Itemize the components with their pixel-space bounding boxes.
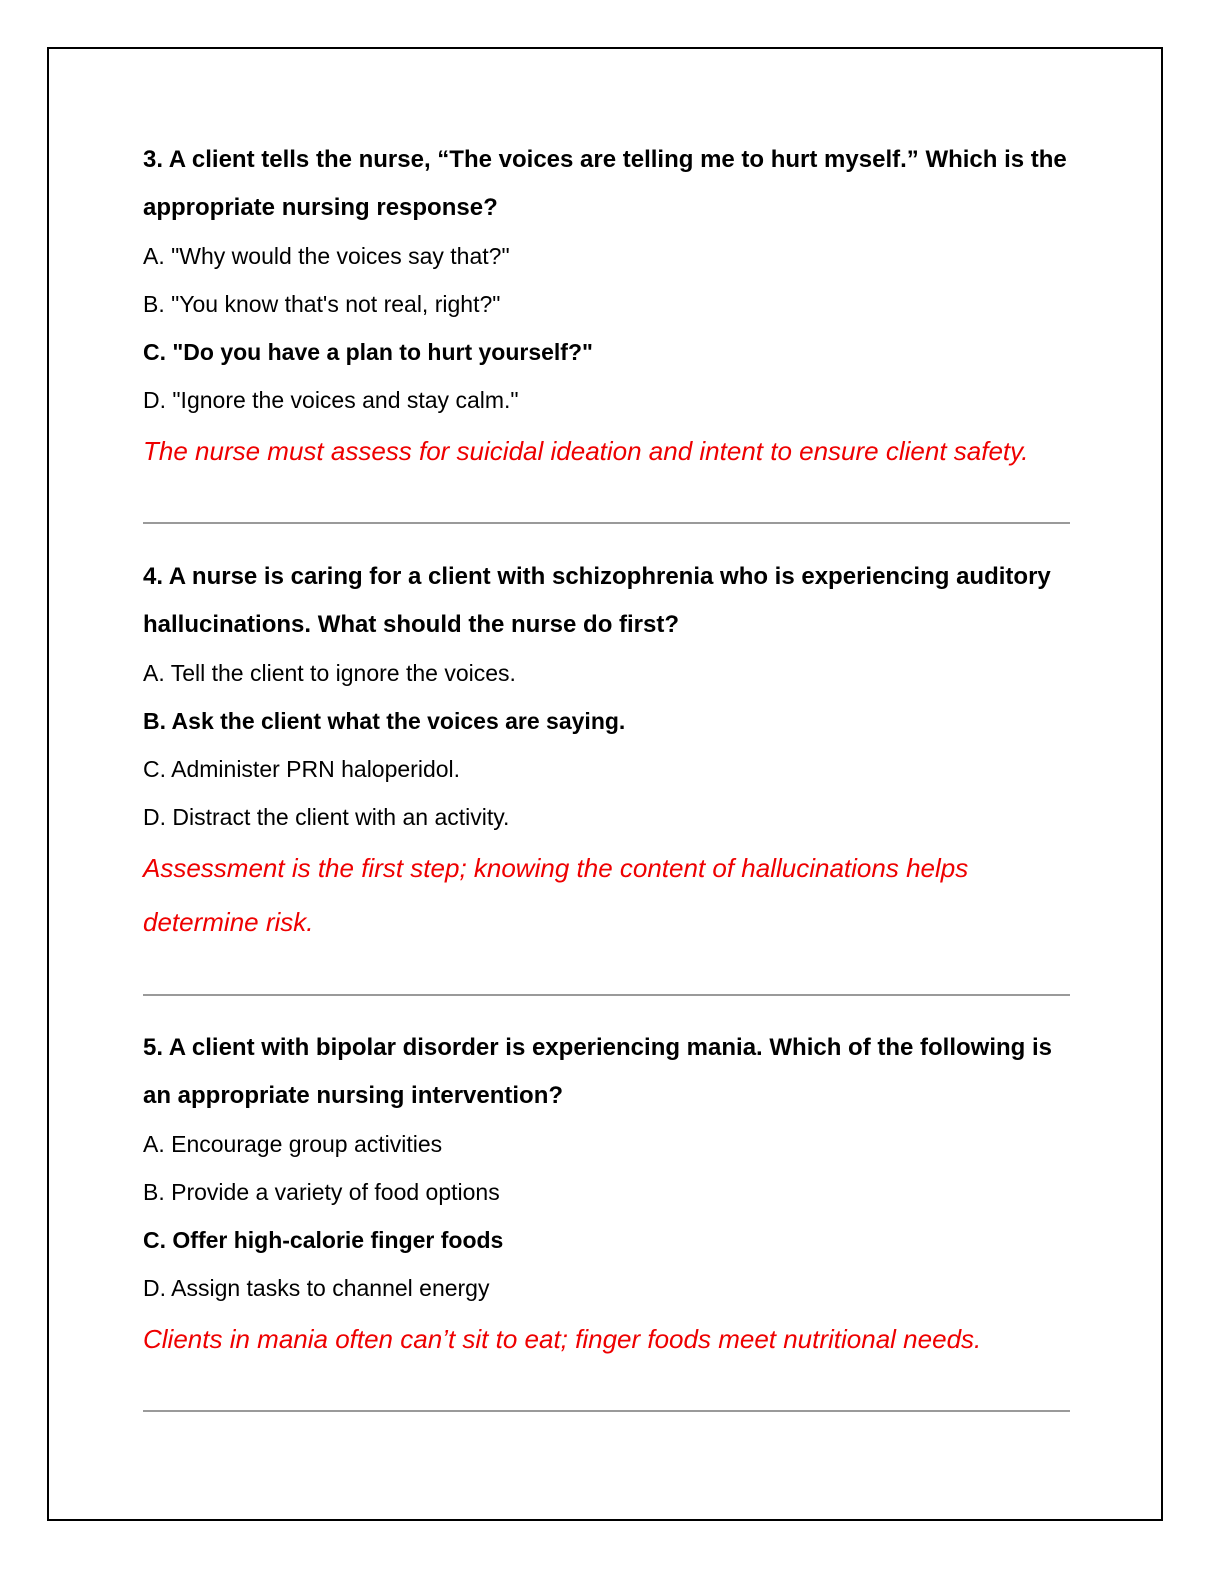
divider-1	[143, 522, 1070, 524]
question-3-option-c-correct: C. "Do you have a plan to hurt yourself?"	[143, 339, 593, 365]
question-4-option-c: C. Administer PRN haloperidol.	[143, 756, 461, 782]
question-5-option-a: A. Encourage group activities	[143, 1131, 443, 1157]
divider-2	[143, 994, 1070, 996]
question-5	[143, 1024, 1073, 1366]
question-4-stem: 4. A nurse is caring for a client with schizophrenia who is experiencing auditory hallucinations. What should the nurse do first?	[143, 563, 1051, 638]
divider-3	[143, 1410, 1070, 1412]
question-3	[143, 136, 1073, 478]
question-4-rationale: Assessment is the first step; knowing the content of hallucinations helps determine risk.	[143, 853, 969, 937]
question-5-option-d: D. Assign tasks to channel energy	[143, 1275, 490, 1301]
question-4-option-b-correct: B. Ask the client what the voices are saying.	[143, 708, 626, 734]
question-3-option-b: B. "You know that's not real, right?"	[143, 291, 501, 317]
question-4-option-d: D. Distract the client with an activity.	[143, 804, 510, 830]
question-3-rationale: The nurse must assess for suicidal ideation and intent to ensure client safety.	[143, 436, 1029, 466]
question-3-option-d: D. "Ignore the voices and stay calm."	[143, 387, 519, 413]
question-3-stem: 3. A client tells the nurse, “The voices are telling me to hurt myself.” Which is the appropriate nursing response?	[143, 146, 1067, 221]
question-4-option-a: A. Tell the client to ignore the voices.	[143, 660, 516, 686]
question-4	[143, 553, 1073, 949]
question-5-stem: 5. A client with bipolar disorder is experiencing mania. Which of the following is an appropriate nursing intervention?	[143, 1034, 1053, 1109]
question-5-option-c-correct: C. Offer high-calorie finger foods	[143, 1227, 504, 1253]
question-5-option-b: B. Provide a variety of food options	[143, 1179, 500, 1205]
question-3-option-a: A. "Why would the voices say that?"	[143, 243, 510, 269]
question-5-rationale: Clients in mania often can’t sit to eat; finger foods meet nutritional needs.	[143, 1324, 982, 1354]
